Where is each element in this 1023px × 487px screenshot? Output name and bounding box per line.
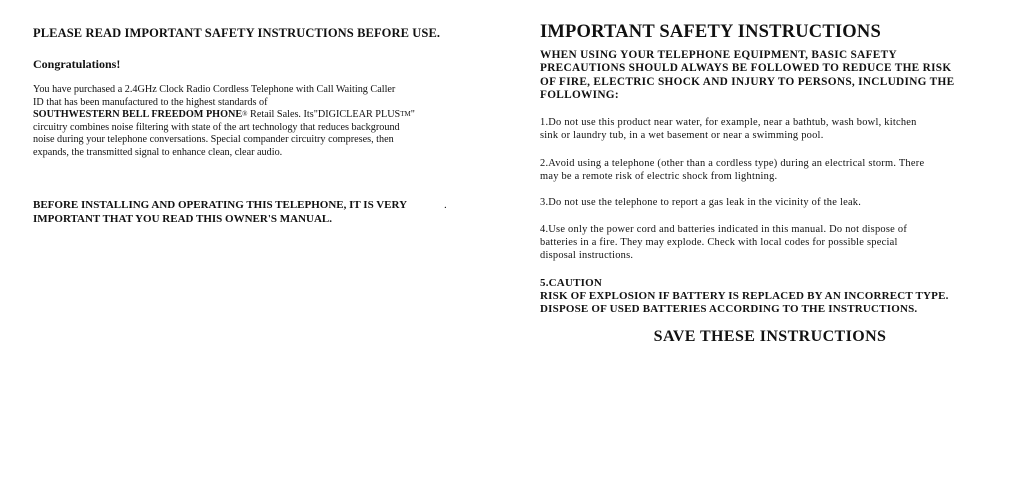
intro-line: OF FIRE, ELECTRIC SHOCK AND INJURY TO PERSONS, INCLUDING THE [540, 75, 955, 88]
battery-caution [540, 277, 1010, 317]
closing-quote: " [410, 109, 415, 121]
item-line: batteries in a fire. They may explode. Check with local codes for possible special [540, 237, 898, 249]
paragraph-line: noise during your telephone conversations. Special compander circuitry compreses, then [33, 134, 394, 146]
item-line: 2.Avoid using a telephone (other than a cordless type) during an electrical storm. There [540, 158, 925, 169]
paragraph-line [33, 109, 478, 122]
safety-item-2 [540, 157, 1010, 183]
item-line: disposal instructions. [540, 250, 634, 262]
right-page [525, 0, 1023, 487]
notice-line: BEFORE INSTALLING AND OPERATING THIS TELEPHONE, IT IS VERY [33, 199, 408, 211]
safety-item-3 [540, 196, 1010, 209]
paragraph-line: You have purchased a 2.4GHz Clock Radio Cordless Telephone with Call Waiting Caller [33, 84, 396, 95]
intro-line: WHEN USING YOUR TELEPHONE EQUIPMENT, BASIC SAFETY [540, 49, 897, 61]
notice-line: IMPORTANT THAT YOU READ THIS OWNER'S MANUAL. [33, 212, 332, 225]
stray-mark: . [444, 199, 447, 211]
safety-title: IMPORTANT SAFETY INSTRUCTIONS [540, 22, 881, 42]
item-line: 4.Use only the power cord and batteries indicated in this manual. Do not dispose of [540, 224, 908, 235]
intro-line: PRECAUTIONS SHOULD ALWAYS BE FOLLOWED TO REDUCE THE RISK [540, 62, 952, 75]
registered-mark: ® [242, 110, 248, 119]
item-line: sink or laundry tub, in a wet basement or near a swimming pool. [540, 130, 824, 142]
trademark-mark: TM [400, 110, 411, 119]
left-page [0, 0, 500, 487]
paragraph-text: Retail Sales. Its"DIGICLEAR PLUS [247, 109, 401, 121]
page-heading: PLEASE READ IMPORTANT SAFETY INSTRUCTIONS BEFORE USE. [33, 26, 441, 40]
caution-line: 5.CAUTION [540, 277, 602, 289]
save-instructions-heading: SAVE THESE INSTRUCTIONS [653, 328, 887, 345]
owners-manual-notice [33, 199, 473, 226]
paragraph-line: expands, the transmitted signal to enhance clean, clear audio. [33, 146, 283, 158]
intro-paragraph [33, 84, 478, 160]
caution-line: DISPOSE OF USED BATTERIES ACCORDING TO THE INSTRUCTIONS. [540, 303, 918, 316]
item-line: 3.Do not use the telephone to report a gas leak in the vicinity of the leak. [540, 197, 862, 208]
safety-item-4 [540, 223, 1010, 263]
item-line: may be a remote risk of electric shock from lightning. [540, 171, 778, 183]
item-line: 1.Do not use this product near water, for example, near a bathtub, wash bowl, kitchen [540, 117, 917, 128]
safety-item-1 [540, 116, 1010, 142]
safety-intro [540, 49, 1010, 102]
caution-line: RISK OF EXPLOSION IF BATTERY IS REPLACED BY AN INCORRECT TYPE. [540, 290, 949, 303]
brand-name: SOUTHWESTERN BELL FREEDOM PHONE [33, 109, 243, 121]
intro-line: FOLLOWING: [540, 88, 619, 101]
paragraph-line: circuitry combines noise filtering with state of the art technology that reduces background [33, 121, 400, 133]
congratulations-heading: Congratulations! [33, 57, 121, 71]
paragraph-line: ID that has been manufactured to the highest standards of [33, 96, 268, 108]
